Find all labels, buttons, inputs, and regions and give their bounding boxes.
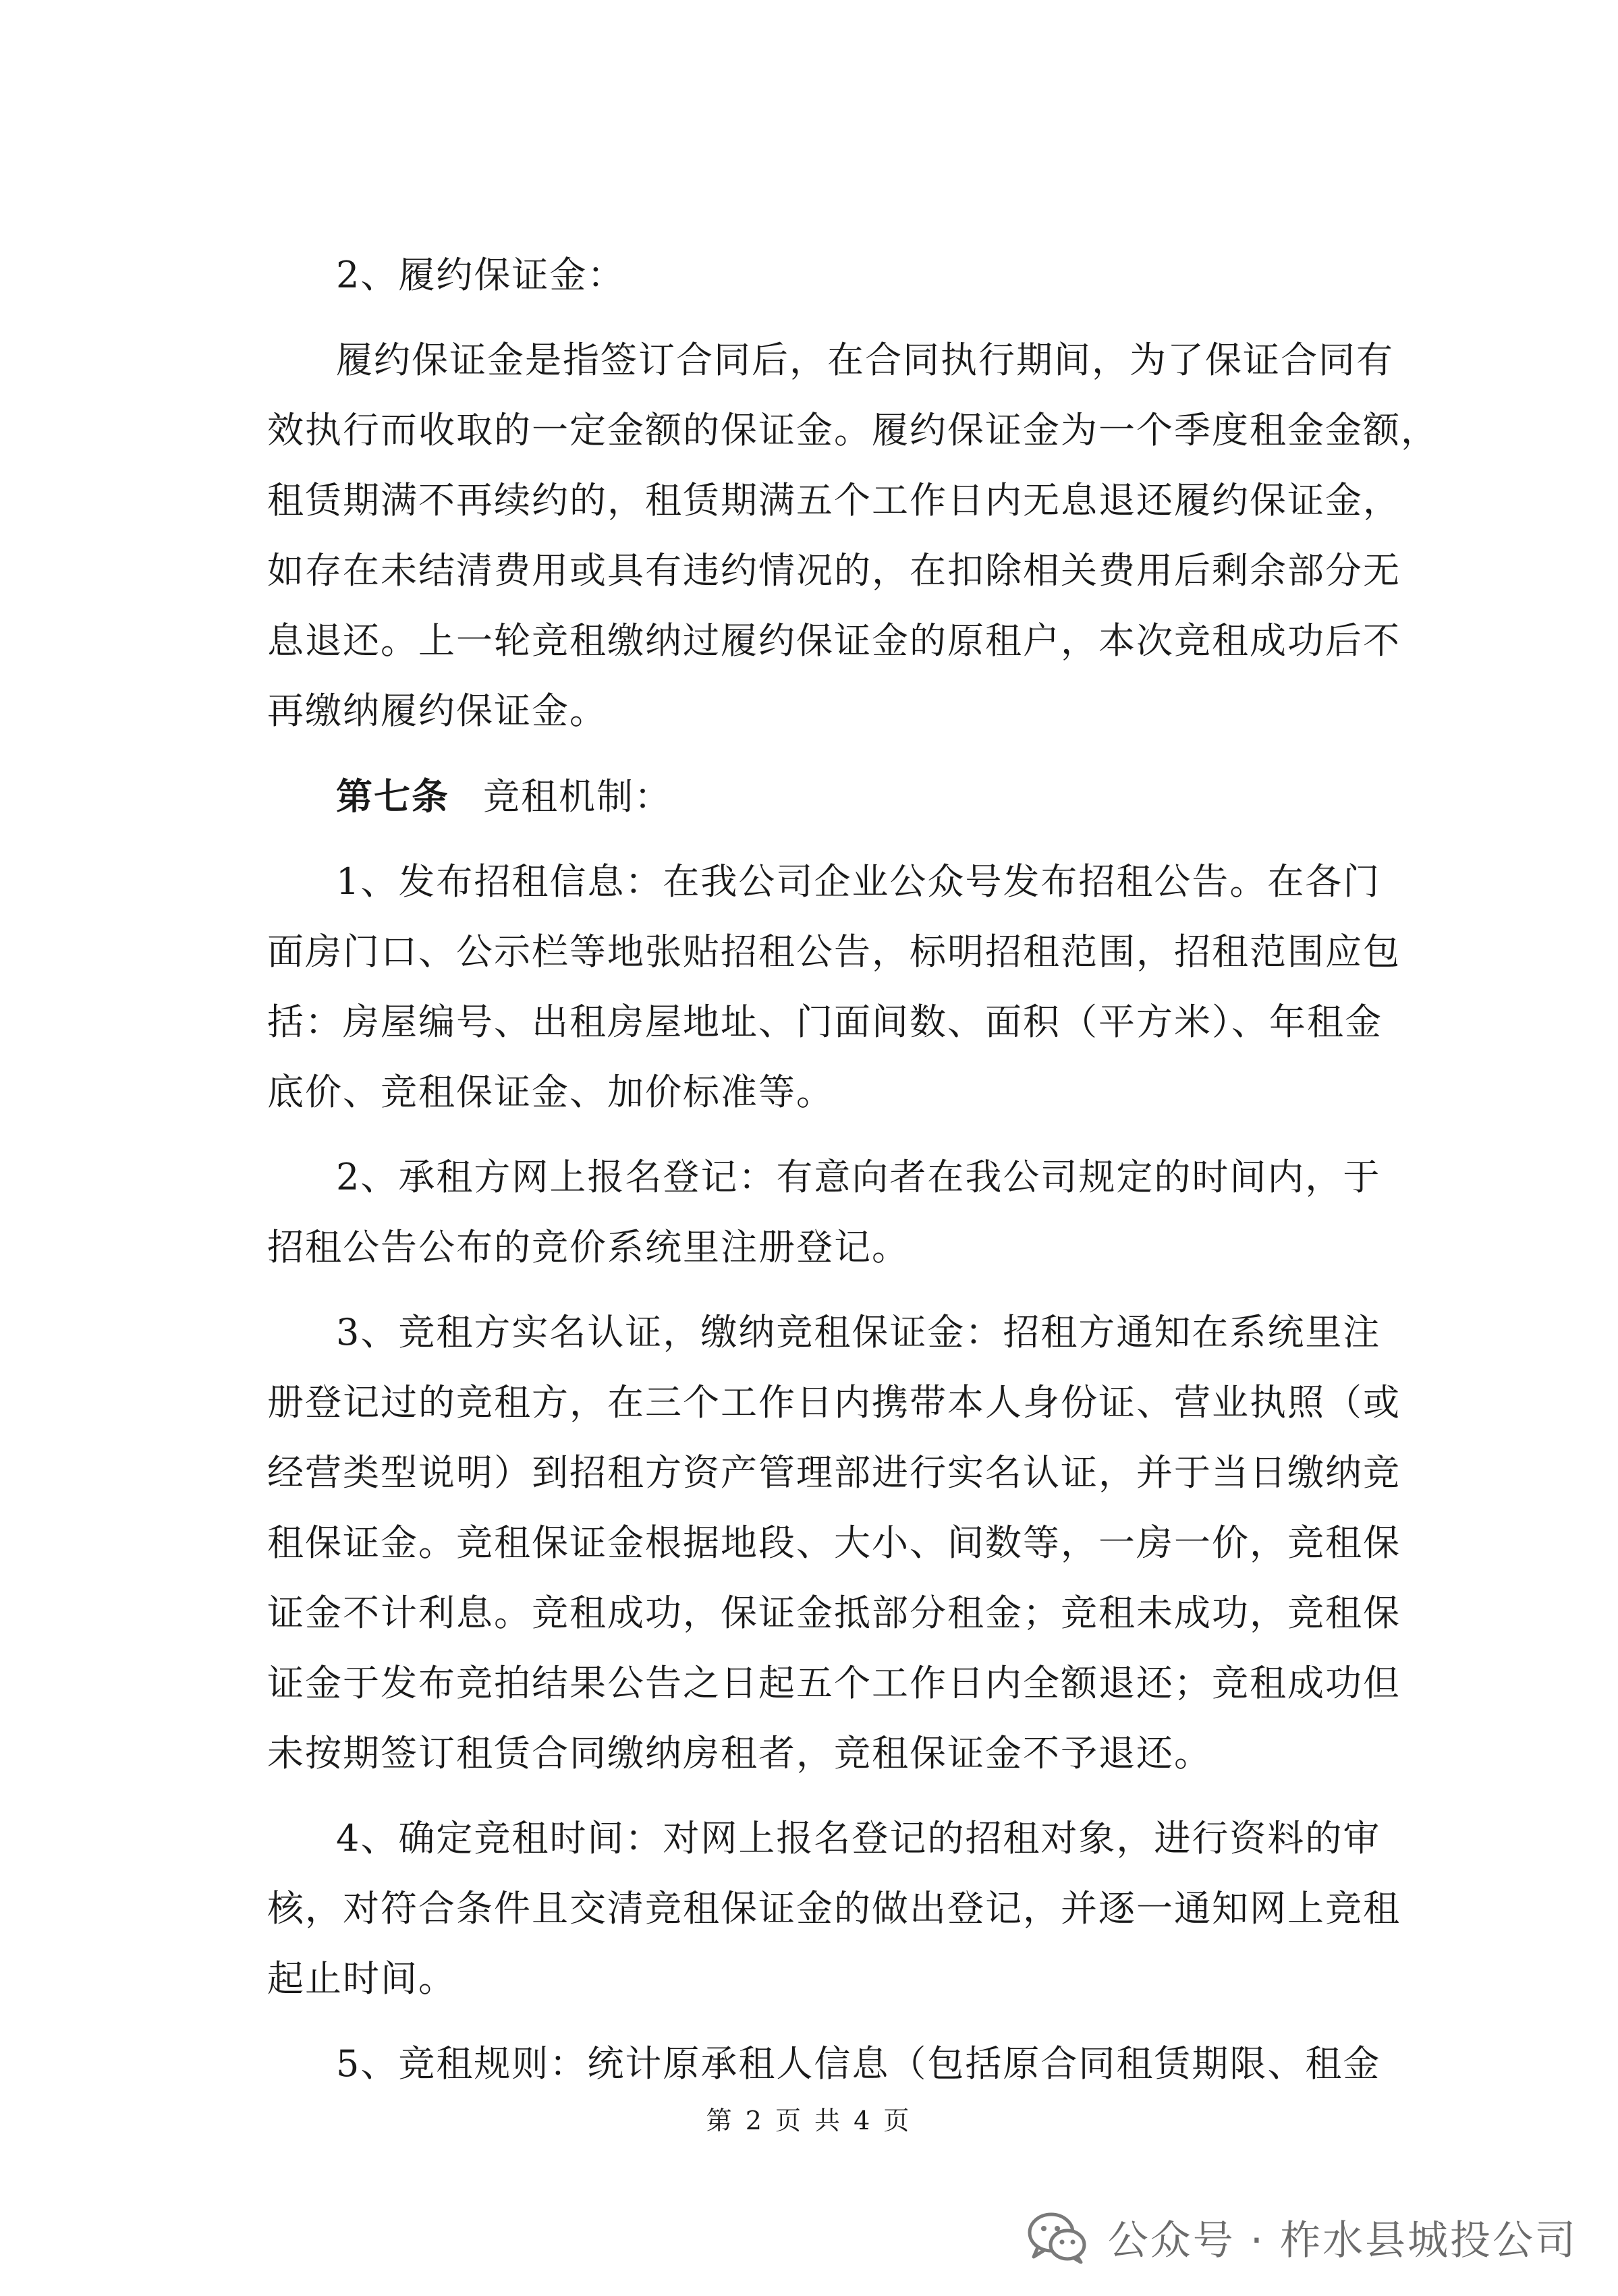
paragraph-line: 证金不计利息。竞租成功，保证金抵部分租金；竞租未成功，竞租保	[267, 1592, 1401, 1634]
page-number: 第 2 页 共 4 页	[706, 2106, 912, 2135]
paragraph-line: 招租公告公布的竞价系统里注册登记。	[267, 1226, 910, 1268]
paragraph-line: 效执行而收取的一定金额的保证金。履约保证金为一个季度租金金额，	[267, 409, 1439, 451]
paragraph-line: 5、竞租规则：统计原承租人信息（包括原合同租赁期限、租金	[336, 2042, 1381, 2085]
document-body	[267, 240, 1439, 2099]
article-number: 第七条	[336, 775, 449, 818]
paragraph-line: 经营类型说明）到招租方资产管理部进行实名认证，并于当日缴纳竞	[267, 1451, 1401, 1494]
paragraph-line: 息退还。上一轮竞租缴纳过履约保证金的原租户，本次竞租成功后不	[267, 619, 1401, 662]
article-title: 竞租机制：	[483, 775, 672, 818]
paragraph-line: 未按期签订租赁合同缴纳房租者，竞租保证金不予退还。	[267, 1732, 1212, 1774]
article-heading	[267, 761, 1380, 832]
paragraph-line: 租赁期满不再续约的，租赁期满五个工作日内无息退还履约保证金，	[267, 479, 1401, 522]
paragraph-line: 2、履约保证金：	[336, 254, 625, 296]
paragraph-line: 履约保证金是指签订合同后，在合同执行期间，为了保证合同有	[336, 339, 1394, 381]
paragraph-line: 租保证金。竞租保证金根据地段、大小、间数等，一房一价，竞租保	[267, 1521, 1401, 1564]
watermark-text: 公众号 · 柞水县城投公司	[1107, 2217, 1578, 2264]
paragraph-line: 4、确定竞租时间：对网上报名登记的招租对象，进行资料的审	[336, 1817, 1381, 1859]
paragraph-line: 核，对符合条件且交清竞租保证金的做出登记，并逐一通知网上竞租	[267, 1887, 1401, 1930]
paragraph-line: 册登记过的竞租方，在三个工作日内携带本人身份证、营业执照（或	[267, 1381, 1401, 1424]
paragraph-line: 底价、竞租保证金、加价标准等。	[267, 1071, 834, 1113]
paragraph-line: 3、竞租方实名认证，缴纳竞租保证金：招租方通知在系统里注	[336, 1311, 1381, 1353]
watermark	[1027, 2208, 1578, 2266]
paragraph-line: 括：房屋编号、出租房屋地址、门面间数、面积（平方米）、年租金	[267, 1001, 1383, 1043]
paragraph-line: 证金于发布竞拍结果公告之日起五个工作日内全额退还；竞租成功但	[267, 1662, 1401, 1704]
wechat-icon	[1027, 2211, 1088, 2264]
paragraph-line: 起止时间。	[267, 1957, 456, 2000]
paragraph-line: 2、承租方网上报名登记：有意向者在我公司规定的时间内，于	[336, 1156, 1381, 1198]
paragraph-line: 1、发布招租信息：在我公司企业公众号发布招租公告。在各门	[336, 860, 1381, 903]
paragraph-line: 再缴纳履约保证金。	[267, 690, 607, 732]
paragraph-line: 面房门口、公示栏等地张贴招租公告，标明招租范围，招租范围应包	[267, 930, 1401, 973]
paragraph-line: 如存在未结清费用或具有违约情况的，在扣除相关费用后剩余部分无	[267, 549, 1401, 592]
